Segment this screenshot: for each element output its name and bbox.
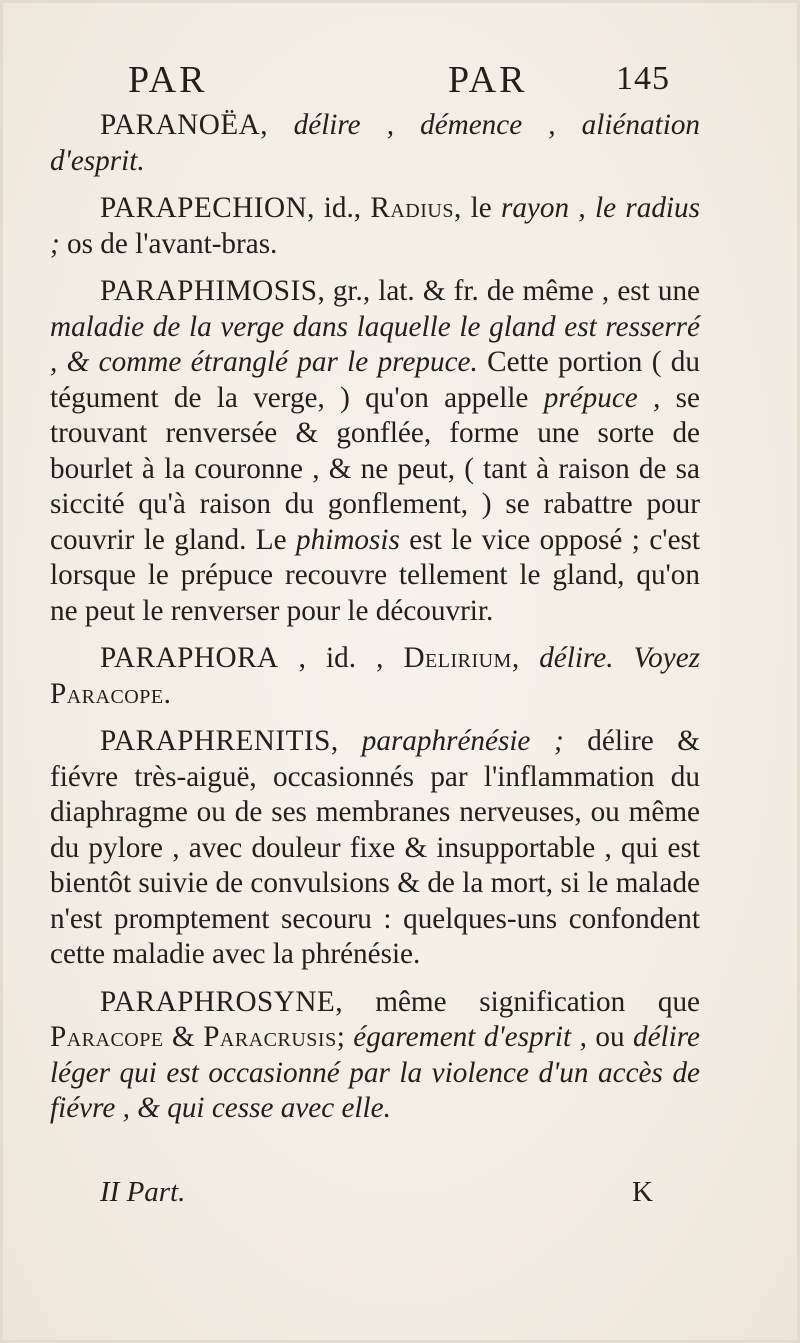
entry-italic: maladie de la verge dans laquelle le gland est resserré , & comme étranglé par le prepuce.	[50, 310, 700, 378]
entry-text: , le	[453, 192, 501, 224]
entry-italic: phimosis	[296, 523, 400, 556]
entry-text: est le vice opposé ; c'est lorsque le prépuce recouvre tellement le gland, qu'on ne peut le renverser pour le découvrir.	[50, 523, 700, 627]
entry-text: ;	[336, 1021, 354, 1053]
entry-text: , gr., lat. & fr. de même , est une	[317, 275, 700, 307]
entry-text: ,	[260, 109, 294, 141]
entry-paraphrosyne	[50, 985, 700, 1127]
headword: PARAPHORA	[100, 642, 279, 674]
entry-italic: rayon , le radius ;	[50, 192, 700, 260]
headword: PARANOËA	[100, 109, 261, 141]
entry-text: , même signification que	[335, 985, 700, 1018]
entry-italic: égarement d'esprit ,	[353, 1021, 587, 1053]
entry-italic: délire. Voyez	[539, 642, 701, 674]
entry-text: ,	[511, 642, 540, 674]
entry-paraphrenitis	[50, 724, 700, 973]
entry-text: délire & fiévre très-aiguë, occasionnés par l'inflammation du diaphragme ou de ses membranes nerveuses, ou même du pylore , avec douleur fixe & insupportable , qui est bientôt suivie de convulsions & de la mort, si le malade n'est promptement secouru : quelques-uns confondent cette maladie avec la phrénésie.	[50, 725, 700, 970]
entry-text: os de l'avant-bras.	[59, 227, 278, 260]
header-left: PAR	[128, 59, 208, 101]
entry-italic: prépuce ,	[543, 381, 661, 414]
entry-italic: délire léger qui est occasionné par la violence d'un accès de fiévre , & qui cesse avec elle.	[50, 1021, 700, 1124]
header-right: PAR	[448, 59, 528, 101]
entry-paraphora	[50, 641, 700, 712]
entry-smallcaps: Paracope	[50, 677, 164, 710]
dictionary-text	[50, 108, 700, 1127]
entry-parapechion	[50, 191, 700, 262]
entry-text: Cette portion ( du tégument de la verge, ) qu'on appelle	[50, 346, 700, 414]
running-header	[128, 58, 688, 108]
entry-italic: paraphrénésie ;	[361, 725, 564, 757]
page-number: 145	[616, 60, 670, 97]
headword: PARAPHROSYNE	[100, 985, 336, 1018]
entry-text: &	[163, 1021, 204, 1053]
entry-smallcaps: Paracope	[50, 1021, 164, 1053]
entry-smallcaps: Radius	[370, 192, 454, 224]
entry-paranoea	[50, 108, 700, 179]
headword: PARAPECHION	[100, 192, 308, 224]
entry-italic: délire , démence , aliénation d'esprit.	[50, 109, 701, 177]
entry-smallcaps: Delirium	[403, 642, 512, 674]
signature-line: II Part.	[100, 1176, 186, 1208]
entry-text: .	[163, 677, 171, 710]
entry-text: se trouvant renversée & gonflée, forme une sorte de bourlet à la couronne , & ne peut, ( tant à raison de sa siccité qu'à raison du gonflement, ) se rabattre pour couvrir le gland. Le	[50, 381, 700, 556]
entry-text: ou	[586, 1021, 633, 1053]
entry-paraphimosis	[50, 274, 700, 629]
gathering-mark: K	[632, 1176, 653, 1208]
entry-smallcaps: Paracrusis	[203, 1021, 337, 1053]
entry-text: , id. ,	[278, 642, 404, 674]
headword: PARAPHRENITIS	[100, 725, 331, 757]
entry-text: , id.,	[307, 192, 371, 224]
page-footer	[100, 1176, 660, 1218]
entry-text: ,	[330, 725, 362, 757]
headword: PARAPHIMOSIS	[100, 275, 318, 307]
